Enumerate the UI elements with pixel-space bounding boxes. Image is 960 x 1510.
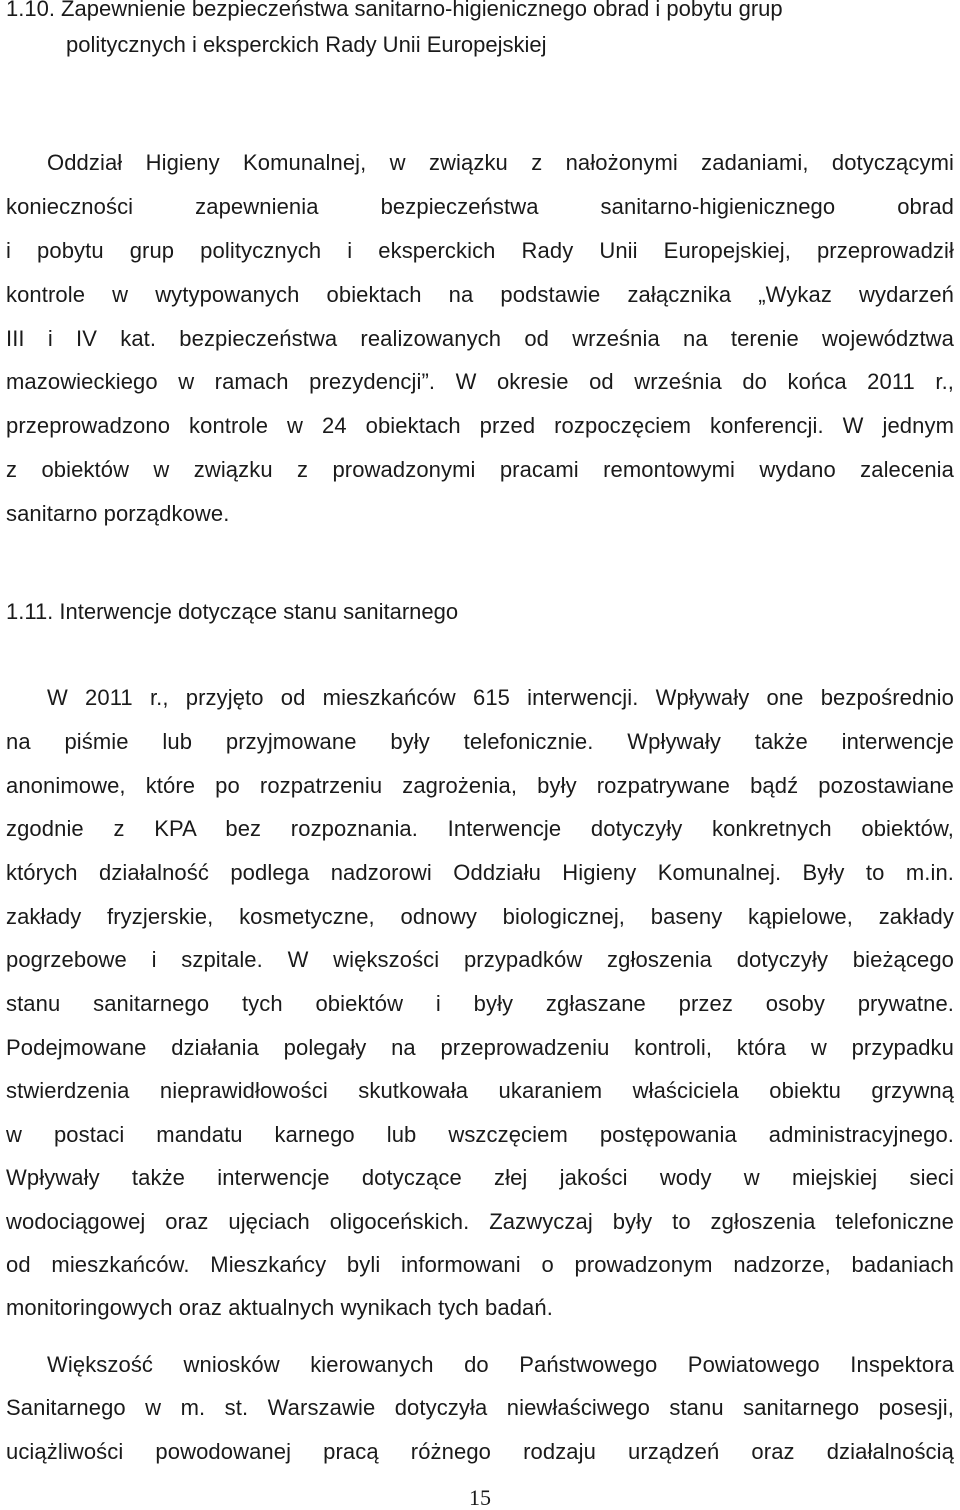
- paragraph-line: których działalność podlega nadzorowi Oddziału Higieny Komunalnej. Były to m.in.: [6, 860, 954, 885]
- section-heading: 1.11. Interwencje dotyczące stanu sanitarnego: [6, 599, 459, 624]
- paragraph-line: sanitarno porządkowe.: [6, 501, 230, 526]
- section-heading-line-1: 1.10. Zapewnienie bezpieczeństwa sanitarno-higienicznego obrad i pobytu grup: [6, 0, 783, 21]
- paragraph-line: anonimowe, które po rozpatrzeniu zagrożenia, były rozpatrywane bądź pozostawiane: [6, 773, 954, 798]
- paragraph-line: uciążliwości powodowanej pracą różnego rodzaju urządzeń oraz działalnością: [6, 1439, 954, 1464]
- section-heading-line-2: politycznych i eksperckich Rady Unii Europejskiej: [66, 32, 547, 57]
- paragraph-line: Sanitarnego w m. st. Warszawie dotyczyła niewłaściwego stanu sanitarnego posesji,: [6, 1395, 954, 1420]
- paragraph-line: konieczności zapewnienia bezpieczeństwa sanitarno-higienicznego obrad: [6, 194, 954, 219]
- paragraph-line: zgodnie z KPA bez rozpoznania. Interwencje dotyczyły konkretnych obiektów,: [6, 816, 954, 841]
- paragraph-line: z obiektów w związku z prowadzonymi pracami remontowymi wydano zalecenia: [6, 457, 954, 482]
- paragraph-line: W 2011 r., przyjęto od mieszkańców 615 interwencji. Wpływały one bezpośrednio: [47, 685, 954, 710]
- paragraph-line: wodociągowej oraz ujęciach oligoceńskich. Zazwyczaj były to zgłoszenia telefoniczne: [6, 1209, 954, 1234]
- paragraph-line: III i IV kat. bezpieczeństwa realizowanych od września na terenie województwa: [6, 326, 954, 351]
- paragraph-line: monitoringowych oraz aktualnych wynikach tych badań.: [6, 1295, 553, 1320]
- paragraph-line: i pobytu grup politycznych i eksperckich Rady Unii Europejskiej, przeprowadził: [6, 238, 954, 263]
- paragraph-line: stwierdzenia nieprawidłowości skutkowała ukaraniem właściciela obiektu grzywną: [6, 1078, 954, 1103]
- paragraph-line: stanu sanitarnego tych obiektów i były zgłaszane przez osoby prywatne.: [6, 991, 954, 1016]
- paragraph-line: Oddział Higieny Komunalnej, w związku z nałożonymi zadaniami, dotyczącymi: [47, 150, 954, 175]
- paragraph-line: przeprowadzono kontrole w 24 obiektach przed rozpoczęciem konferencji. W jednym: [6, 413, 954, 438]
- paragraph-line: Większość wniosków kierowanych do Państwowego Powiatowego Inspektora: [47, 1352, 954, 1377]
- paragraph-line: pogrzebowe i szpitale. W większości przypadków zgłoszenia dotyczyły bieżącego: [6, 947, 954, 972]
- paragraph-line: Podejmowane działania polegały na przeprowadzeniu kontroli, która w przypadku: [6, 1035, 954, 1060]
- paragraph-line: w postaci mandatu karnego lub wszczęciem postępowania administracyjnego.: [6, 1122, 954, 1147]
- paragraph-line: zakłady fryzjerskie, kosmetyczne, odnowy biologicznej, baseny kąpielowe, zakłady: [6, 904, 954, 929]
- paragraph-line: na piśmie lub przyjmowane były telefonicznie. Wpływały także interwencje: [6, 729, 954, 754]
- paragraph-line: kontrole w wytypowanych obiektach na podstawie załącznika „Wykaz wydarzeń: [6, 282, 954, 307]
- paragraph-line: od mieszkańców. Mieszkańcy byli informowani o prowadzonym nadzorze, badaniach: [6, 1252, 954, 1277]
- page-number: 15: [469, 1485, 491, 1510]
- paragraph-line: Wpływały także interwencje dotyczące złej jakości wody w miejskiej sieci: [6, 1165, 954, 1190]
- paragraph-line: mazowieckiego w ramach prezydencji”. W okresie od września do końca 2011 r.,: [6, 369, 954, 394]
